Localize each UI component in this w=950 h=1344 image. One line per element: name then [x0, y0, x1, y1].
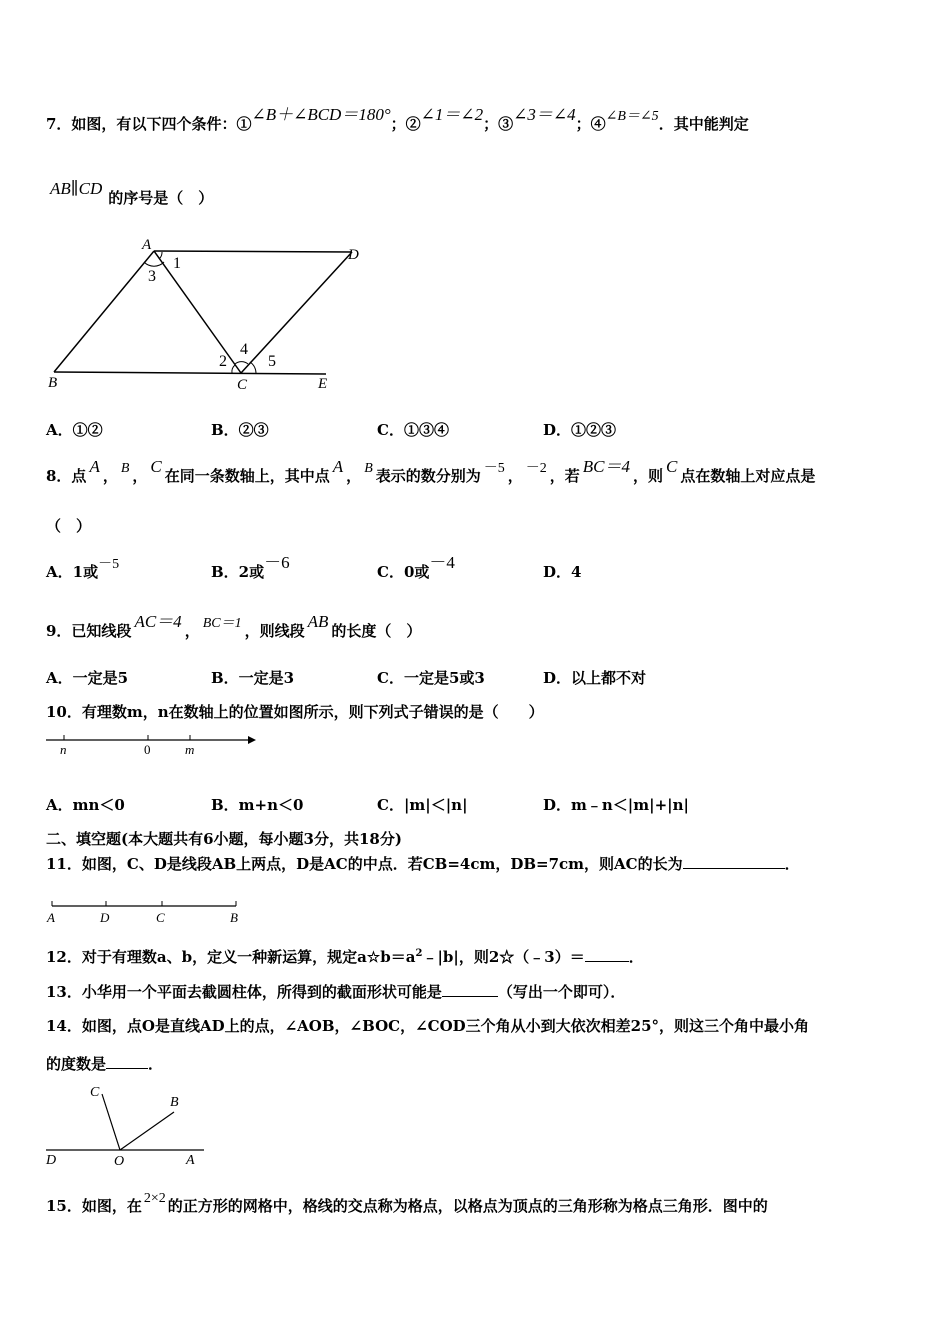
q14-label-b: B: [170, 1095, 179, 1110]
q7-angle-1: 1: [173, 255, 181, 272]
q14-label-d: D: [46, 1153, 57, 1168]
q7-angle-2: 2: [219, 353, 227, 370]
q7-stem-line2: AB∥CD 的序号是（ ）: [50, 179, 214, 207]
q11-segment-figure: [44, 898, 254, 928]
q7-label-b: B: [48, 375, 58, 391]
q7-angle-5: 5: [268, 353, 276, 370]
q11-answer-blank[interactable]: [683, 854, 785, 869]
q7-figure: [44, 232, 364, 392]
q7-option-c[interactable]: C．①③④: [377, 421, 449, 439]
q8-option-d[interactable]: D．4: [543, 563, 582, 581]
q10-option-d[interactable]: D．m﹣n＜|m|+|n|: [543, 796, 689, 814]
q10-label-n: n: [60, 742, 67, 757]
q11-label-c: C: [156, 910, 165, 925]
q10-option-b[interactable]: B．m+n＜0: [211, 796, 304, 814]
q14-angle-figure: [44, 1082, 214, 1168]
q11-stem: 11．如图，C、D是线段AB上两点，D是AC的中点．若CB=4cm，DB=7cm，则AC的长为 ．: [46, 855, 800, 873]
q7-label-e: E: [318, 376, 328, 392]
q10-label-zero: 0: [144, 742, 151, 757]
q14-label-o: O: [114, 1154, 125, 1168]
q7-angle-4: 4: [240, 341, 248, 358]
q10-stem: 10．有理数m，n在数轴上的位置如图所示，则下列式子错误的是（ ）: [46, 703, 544, 721]
q10-label-m: m: [185, 742, 195, 757]
q14-label-c: C: [90, 1085, 100, 1100]
q7-stem: 7．如图，有以下四个条件：①∠B＋∠BCD＝180°；②∠1＝∠2；③∠3＝∠4；④∠B＝∠5．其中能判定: [46, 105, 749, 133]
q14-stem-line2: 的度数是 ．: [46, 1055, 164, 1073]
q12-stem: 12．对于有理数a、b，定义一种新运算，规定$a☆b=a^2﹣|b|$，则2☆（﹣3）＝ ．: [46, 948, 644, 966]
q15-stem: 15．如图，在 2×2 的正方形的网格中，格线的交点称为格点，以格点为顶点的三角形称为格点三角形．图中的: [46, 1191, 768, 1215]
q7-label-d: D: [348, 247, 359, 263]
q12-answer-blank[interactable]: [585, 947, 629, 962]
section-fill-in-heading: 二、填空题(本大题共有6小题，每小题3分，共18分): [46, 830, 402, 848]
q7-angle-3: 3: [148, 268, 156, 285]
q10-option-a[interactable]: A．mn＜0: [46, 796, 125, 814]
q11-label-d: D: [100, 910, 110, 925]
q11-label-a: A: [47, 910, 55, 925]
q14-stem-line1: 14．如图，点O是直线AD上的点，∠AOB，∠BOC，∠COD三个角从小到大依次相差25°，则这三个角中最小角: [46, 1017, 810, 1035]
q14-answer-blank[interactable]: [106, 1054, 148, 1069]
q7-label-c: C: [237, 377, 248, 392]
q14-label-a: A: [186, 1153, 195, 1168]
q10-number-line: [44, 728, 264, 760]
q13-answer-blank[interactable]: [442, 982, 498, 997]
q7-option-d[interactable]: D．①②③: [543, 421, 617, 439]
q8-option-c[interactable]: C．0或－4: [377, 553, 455, 581]
q8-paren: （ ）: [46, 517, 92, 535]
q9-option-d[interactable]: D．以上都不对: [543, 669, 647, 687]
q8-option-a[interactable]: A．1或－5: [46, 557, 120, 581]
q9-option-a[interactable]: A．一定是5: [46, 669, 129, 687]
q9-option-c[interactable]: C．一定是5或3: [377, 669, 485, 687]
q9-option-b[interactable]: B．一定是3: [211, 669, 295, 687]
q7-option-b[interactable]: B．②③: [211, 421, 269, 439]
q8-option-b[interactable]: B．2或－6: [211, 553, 290, 581]
q9-stem: 9．已知线段 AC＝4 ， BC＝1 ，则线段 AB 的长度（ ）: [46, 612, 422, 640]
q11-label-b: B: [230, 910, 238, 925]
q7-option-a[interactable]: A．①②: [46, 421, 103, 439]
q8-stem: 8．点 A ， B ， C 在同一条数轴上，其中点 A ， B 表示的数分别为 －5 ， －2 ，若 BC＝4 ，则 C 点在数轴上对应点是: [46, 457, 816, 485]
q10-option-c[interactable]: C．|m|＜|n|: [377, 796, 468, 814]
q13-stem: 13．小华用一个平面去截圆柱体，所得到的截面形状可能是 （写出一个即可）．: [46, 983, 626, 1001]
q7-label-a: A: [142, 237, 152, 253]
